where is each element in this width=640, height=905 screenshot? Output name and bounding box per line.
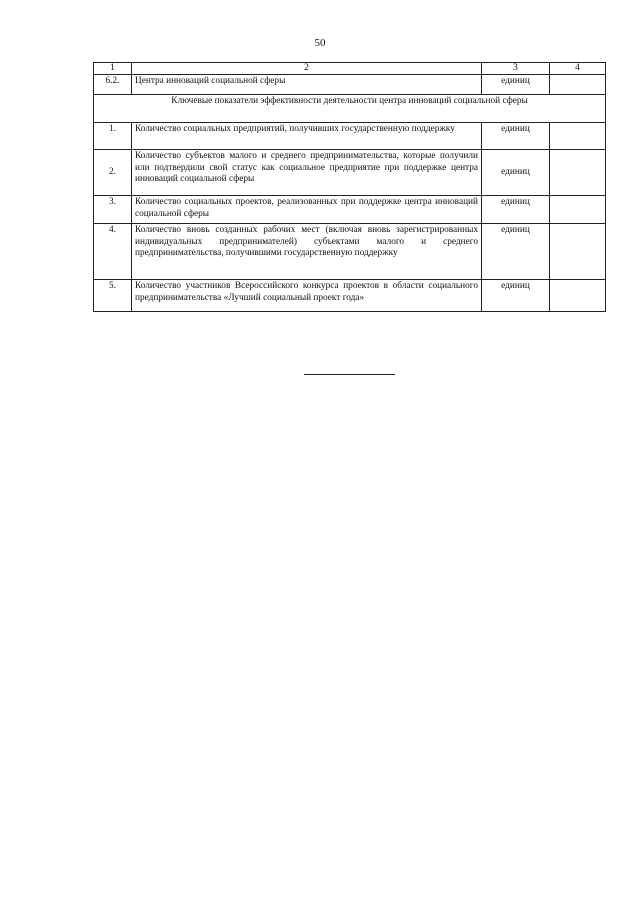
table-row <box>94 150 606 196</box>
row-number: 1. <box>94 123 132 150</box>
indicator-name: Количество вновь созданных рабочих мест (включая вновь зарегистрированных индивидуальных предпринимателей) субъектами малого и среднего предпринимательства, получившими государственную поддержку <box>132 224 482 280</box>
table-row <box>94 196 606 224</box>
indicator-name: Количество социальных предприятий, получивших государственную поддержку <box>132 123 482 150</box>
table-row-6-2 <box>94 75 606 95</box>
unit-cell: единиц <box>482 224 550 280</box>
column-number-1: 1 <box>94 63 132 75</box>
column-number-2: 2 <box>132 63 482 75</box>
column-number-row <box>94 63 606 75</box>
end-divider-line <box>304 374 395 375</box>
value-cell <box>550 196 606 224</box>
value-cell <box>550 280 606 312</box>
section-title: Ключевые показатели эффективности деятельности центра инноваций социальной сферы <box>94 95 606 123</box>
indicator-name: Количество социальных проектов, реализованных при поддержке центра инноваций социальной сферы <box>132 196 482 224</box>
value-cell <box>550 123 606 150</box>
unit-cell: единиц <box>482 123 550 150</box>
value-cell <box>550 150 606 196</box>
value-cell <box>550 75 606 95</box>
table-row <box>94 224 606 280</box>
row-number: 4. <box>94 224 132 280</box>
column-number-3: 3 <box>482 63 550 75</box>
indicator-name: Центра инноваций социальной сферы <box>132 75 482 95</box>
section-title-row <box>94 95 606 123</box>
unit-cell: единиц <box>482 196 550 224</box>
table-row <box>94 123 606 150</box>
page-number: 50 <box>314 37 326 49</box>
row-number: 5. <box>94 280 132 312</box>
unit-cell: единиц <box>482 75 550 95</box>
row-number: 2. <box>94 150 132 196</box>
unit-cell: единиц <box>482 150 550 196</box>
indicator-name: Количество участников Всероссийского конкурса проектов в области социального предпринимательства «Лучший социальный проект года» <box>132 280 482 312</box>
table-row <box>94 280 606 312</box>
indicators-table <box>93 62 606 312</box>
row-number: 3. <box>94 196 132 224</box>
value-cell <box>550 224 606 280</box>
indicator-name: Количество субъектов малого и среднего предпринимательства, которые получили или подтвердили свой статус как социальное предприятие при поддержке центра инноваций социальной сферы <box>132 150 482 196</box>
column-number-4: 4 <box>550 63 606 75</box>
unit-cell: единиц <box>482 280 550 312</box>
row-number: 6.2. <box>94 75 132 95</box>
